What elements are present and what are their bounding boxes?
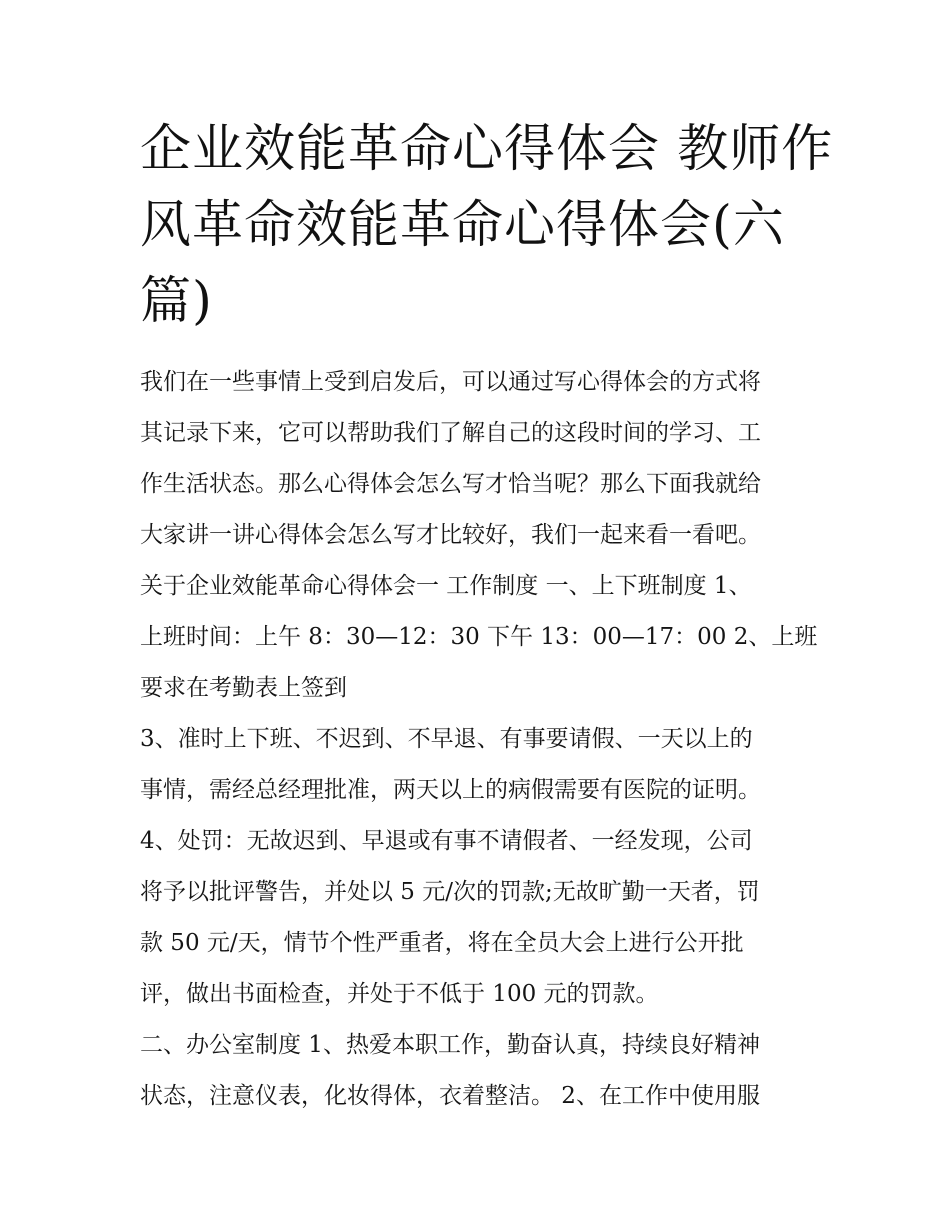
body-line: 关于企业效能革命心得体会一 工作制度 一、上下班制度 1、 [140,573,752,599]
body-line: 评，做出书面检查，并处于不低于 100 元的罚款。 [140,981,659,1007]
title-line: 企业效能革命心得体会 教师作 [140,120,834,179]
body-line: 我们在一些事情上受到启发后，可以通过写心得体会的方式将 [140,369,761,395]
body-line: 要求在考勤表上签到 [140,675,347,701]
body-line: 事情，需经总经理批准，两天以上的病假需要有医院的证明。 [140,777,761,803]
body-line: 其记录下来，它可以帮助我们了解自己的这段时间的学习、工 [140,420,761,446]
body-line: 状态，注意仪表，化妆得体，衣着整洁。 2、在工作中使用服 [140,1083,760,1109]
body-line: 作生活状态。那么心得体会怎么写才恰当呢？那么下面我就给 [140,471,761,497]
title-line: 篇) [140,272,213,331]
body-line: 上班时间：上午 8：30—12：30 下午 13：00—17：00 2、上班 [140,624,818,650]
body-line: 将予以批评警告，并处以 5 元/次的罚款;无故旷勤一天者，罚 [140,879,760,905]
body-line: 二、办公室制度 1、热爱本职工作，勤奋认真，持续良好精神 [140,1032,760,1058]
body-line: 款 50 元/天，情节个性严重者，将在全员大会上进行公开批 [140,930,744,956]
document-title [140,112,834,340]
title-line: 风革命效能革命心得体会(六 [140,196,785,255]
document-body [140,357,820,1122]
body-line: 3、准时上下班、不迟到、不早退、有事要请假、一天以上的 [140,726,753,752]
body-line: 大家讲一讲心得体会怎么写才比较好，我们一起来看一看吧。 [140,522,761,548]
body-line: 4、处罚：无故迟到、早退或有事不请假者、一经发现，公司 [140,828,753,854]
